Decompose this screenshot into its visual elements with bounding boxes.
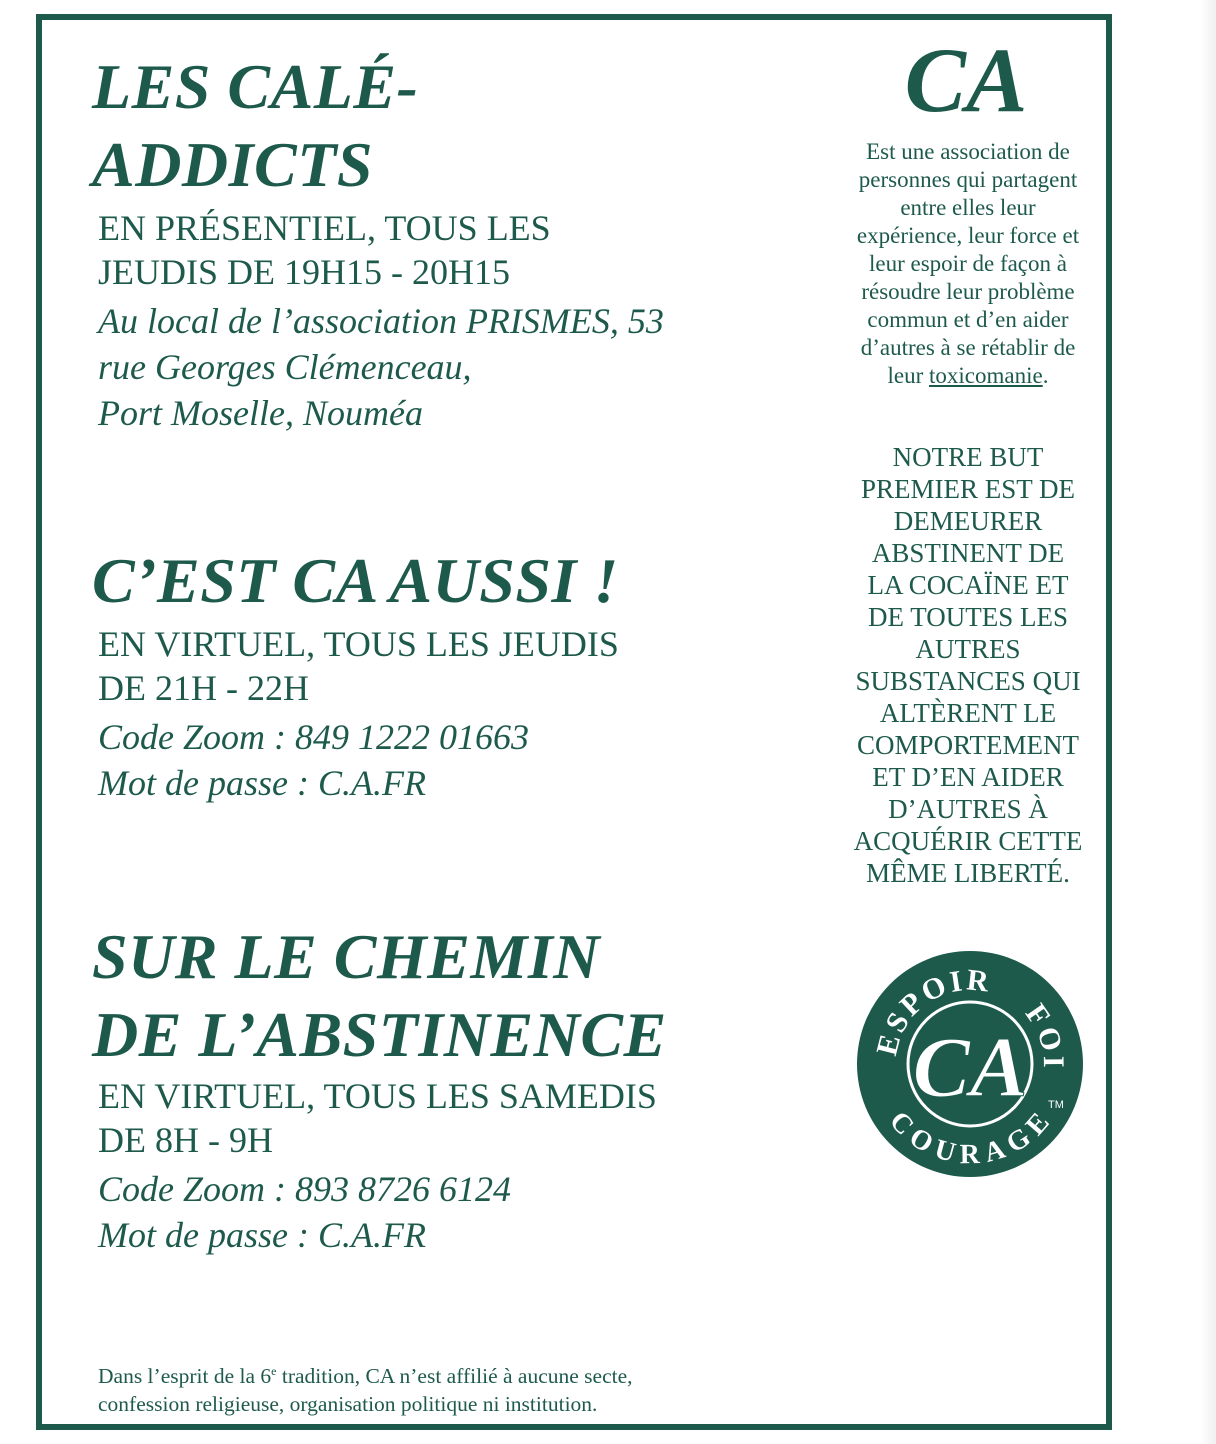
- logo-word-courage: COURAGE: [883, 1105, 1057, 1171]
- description-line: expérience, leur force et: [856, 223, 1080, 248]
- footer-line1-sup: e: [271, 1363, 277, 1378]
- section3-schedule: [98, 1074, 657, 1162]
- section2-zoom-code: Code Zoom : 849 1222 01663: [98, 717, 529, 757]
- section2-password: Mot de passe : C.A.FR: [98, 763, 426, 803]
- goal-line: COMPORTEMENT: [857, 730, 1079, 760]
- section2-title: C’EST CA AUSSI !: [92, 545, 619, 616]
- goal-line: NOTRE BUT: [892, 442, 1044, 472]
- footer-line1: [98, 1362, 633, 1390]
- footer-disclaimer: [98, 1362, 633, 1418]
- logo-word-foi: FOI: [1018, 998, 1071, 1071]
- description-line: leur espoir de façon à: [869, 251, 1067, 276]
- goal-line: AUTRES: [915, 634, 1021, 664]
- section3-schedule-line2: DE 8H - 9H: [98, 1120, 273, 1160]
- section1-title-line1: LES CALÉ-: [92, 51, 419, 122]
- toxicomanie-link[interactable]: toxicomanie: [929, 363, 1043, 388]
- sidebar-goal: [843, 441, 1093, 889]
- description-line: Est une association de: [866, 139, 1070, 164]
- goal-line: LA COCAÏNE ET: [867, 570, 1069, 600]
- sidebar-heading: CA: [904, 29, 1028, 131]
- section2-zoom: [98, 714, 529, 806]
- section1-address-line1: Au local de l’association PRISMES, 53: [98, 301, 664, 341]
- goal-line: ABSTINENT DE: [871, 538, 1065, 568]
- section3-title: [92, 918, 667, 1074]
- section1-address-line3: Port Moselle, Nouméa: [98, 393, 423, 433]
- goal-line: D’AUTRES À: [888, 794, 1048, 824]
- logo-letters: CA: [912, 1019, 1028, 1115]
- section3-password: Mot de passe : C.A.FR: [98, 1215, 426, 1255]
- footer-line1-prefix: Dans l’esprit de la 6: [98, 1364, 272, 1388]
- section2-schedule-line2: DE 21H - 22H: [98, 668, 309, 708]
- sidebar-description: [838, 138, 1098, 390]
- goal-line: PREMIER EST DE: [860, 474, 1076, 504]
- section1-address-line2: rue Georges Clémenceau,: [98, 347, 472, 387]
- goal-line: ACQUÉRIR CETTE: [853, 826, 1083, 856]
- goal-line: SUBSTANCES QUI: [855, 666, 1081, 696]
- description-line: résoudre leur problème: [861, 279, 1075, 304]
- description-line: personnes qui partagent: [858, 167, 1078, 192]
- section3-schedule-line1: EN VIRTUEL, TOUS LES SAMEDIS: [98, 1076, 657, 1116]
- page-edge-shadow: [1200, 0, 1216, 1444]
- description-prefix: leur: [887, 363, 930, 388]
- section3-zoom: [98, 1166, 511, 1258]
- section1-title-line2: ADDICTS: [92, 129, 373, 200]
- section3-title-line1: SUR LE CHEMIN: [92, 921, 600, 992]
- ca-logo: [854, 948, 1086, 1180]
- goal-line: ET D’EN AIDER: [872, 762, 1064, 792]
- goal-line: MÊME LIBERTÉ.: [866, 858, 1070, 888]
- description-line-last: [838, 362, 1098, 390]
- description-line: commun et d’en aider: [867, 307, 1069, 332]
- description-suffix: .: [1042, 363, 1049, 388]
- section1-address: [98, 298, 664, 436]
- section3-zoom-code: Code Zoom : 893 8726 6124: [98, 1169, 511, 1209]
- goal-line: DEMEURER: [893, 506, 1043, 536]
- footer-line2: confession religieuse, organisation politique ni institution.: [98, 1392, 598, 1416]
- logo-trademark: TM: [1048, 1099, 1064, 1111]
- logo-word-espoir: ESPOIR: [870, 963, 994, 1059]
- section1-schedule: [98, 206, 551, 294]
- section1-title: [92, 48, 418, 204]
- footer-line1-suffix: tradition, CA n’est affilié à aucune secte,: [276, 1364, 633, 1388]
- description-line: entre elles leur: [900, 195, 1036, 220]
- goal-line: DE TOUTES LES: [867, 602, 1068, 632]
- section2-schedule: [98, 622, 619, 710]
- section2-schedule-line1: EN VIRTUEL, TOUS LES JEUDIS: [98, 624, 619, 664]
- section1-schedule-line1: EN PRÉSENTIEL, TOUS LES: [98, 208, 551, 248]
- goal-line: ALTÈRENT LE: [879, 698, 1057, 728]
- section3-title-line2: DE L’ABSTINENCE: [92, 999, 667, 1070]
- description-line: d’autres à se rétablir de: [860, 335, 1076, 360]
- section1-schedule-line2: JEUDIS DE 19H15 - 20H15: [98, 252, 510, 292]
